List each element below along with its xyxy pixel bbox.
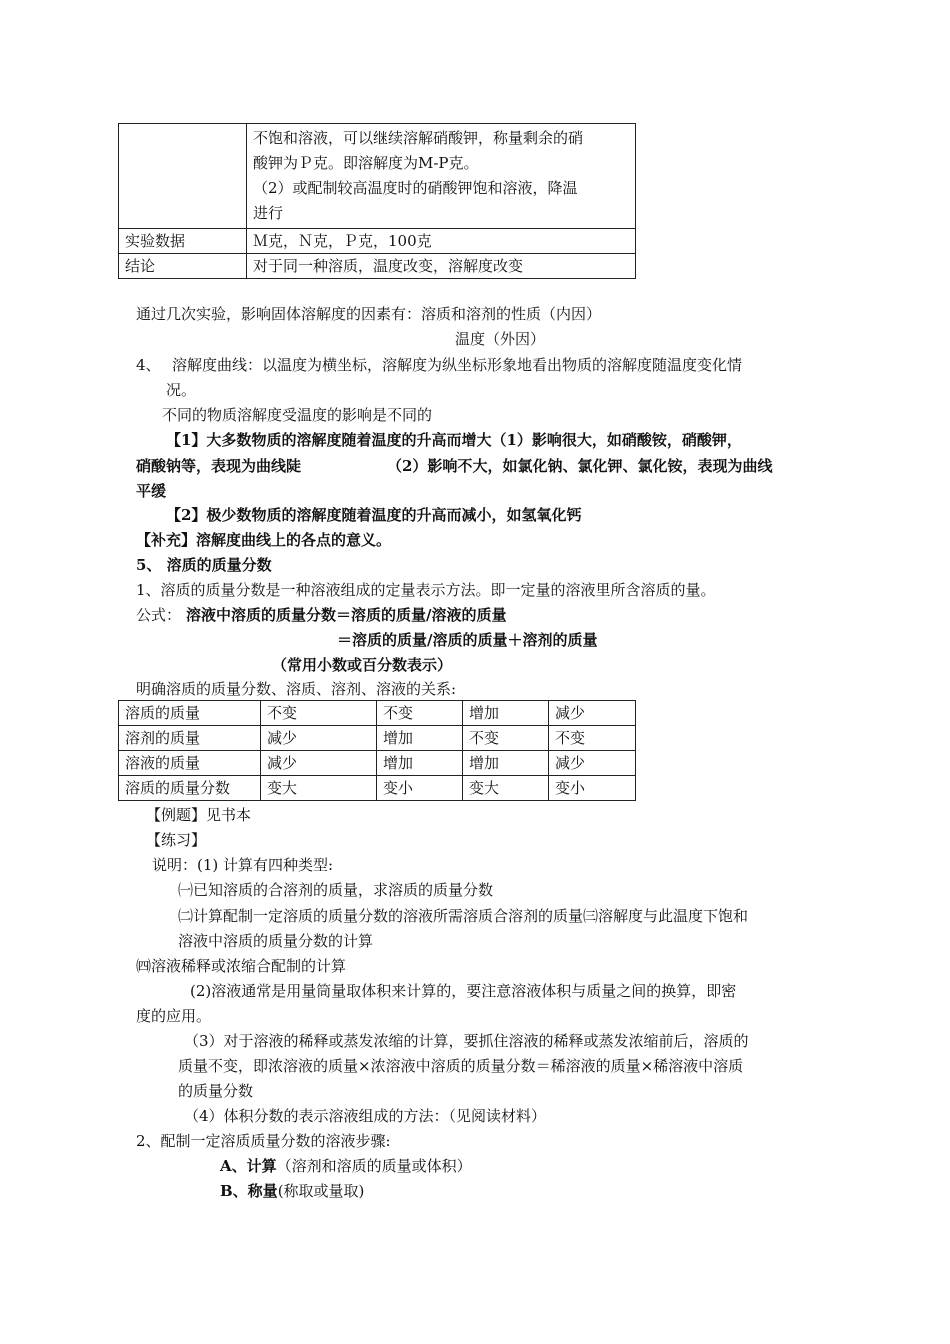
cell-line: 进行 <box>253 204 284 222</box>
table-cell: 增加 <box>463 701 549 726</box>
formula-line2: ＝溶质的质量/溶质的质量＋溶剂的质量 <box>337 631 598 649</box>
table-cell: 溶液的质量 <box>119 751 261 776</box>
table-cell: 减少 <box>549 751 636 776</box>
note-3-line1: （3）对于溶液的稀释或蒸发浓缩的计算，要抓住溶液的稀释或蒸发浓缩前后，溶质的 <box>184 1032 749 1050</box>
section-4-line2: 况。 <box>166 381 197 399</box>
table-cell: 变小 <box>549 776 636 801</box>
example-note: 【例题】见书本 <box>146 806 252 824</box>
table-cell-value: 对于同一种溶质，温度改变，溶解度改变 <box>247 254 636 279</box>
table-cell: 不变 <box>377 701 463 726</box>
practice-note: 【练习】 <box>146 831 207 849</box>
type-1: ㈠已知溶质的合溶剂的质量，求溶质的质量分数 <box>178 881 494 899</box>
table-cell: 溶质的质量 <box>119 701 261 726</box>
bracket2-line: 【2】极少数物质的溶解度随着温度的升高而减小，如氢氧化钙 <box>166 506 582 524</box>
note-intro: 说明：(1) 计算有四种类型: <box>152 856 334 874</box>
table-cell: 不变 <box>463 726 549 751</box>
type-2-line2: 溶液中溶质的质量分数的计算 <box>178 932 374 950</box>
table-cell: 减少 <box>261 726 377 751</box>
table-cell: 减少 <box>261 751 377 776</box>
table-cell: 溶质的质量分数 <box>119 776 261 801</box>
supplement-note: 【补充】溶解度曲线上的各点的意义。 <box>136 531 392 549</box>
table-row <box>119 751 636 776</box>
table-cell: 不变 <box>549 726 636 751</box>
section-4-line1: 溶解度曲线：以温度为横坐标，溶解度为纵坐标形象地看出物质的溶解度随温度变化情 <box>172 356 743 374</box>
table-cell-label <box>119 124 247 229</box>
note-3-line2: 质量不变，即浓溶液的质量×浓溶液中溶质的质量分数＝稀溶液的质量×稀溶液中溶质 <box>178 1057 744 1075</box>
table-row <box>119 254 636 279</box>
table-row <box>119 776 636 801</box>
bracket1-line3: 平缓 <box>136 482 167 500</box>
section-4-number: 4、 <box>136 356 161 374</box>
table-cell: 增加 <box>377 751 463 776</box>
table-row <box>119 726 636 751</box>
table-cell: 变小 <box>377 776 463 801</box>
table-cell-label: 实验数据 <box>119 229 247 254</box>
table-cell-label: 结论 <box>119 254 247 279</box>
step-b-label: B、称量 <box>220 1182 278 1200</box>
solubility-difference: 不同的物质溶解度受温度的影响是不同的 <box>162 406 433 424</box>
cell-line: 酸钾为Ｐ克。即溶解度为M-P克。 <box>253 154 479 172</box>
cell-line: 不饱和溶液，可以继续溶解硝酸钾，称量剩余的硝 <box>253 129 584 147</box>
note-2-line1: (2)溶液通常是用量筒量取体积来计算的，要注意溶液体积与质量之间的换算，即密 <box>190 982 737 1000</box>
relation-table <box>118 700 636 801</box>
factors-paragraph: 通过几次实验，影响固体溶解度的因素有：溶质和溶剂的性质（内因） <box>136 305 602 323</box>
step-a <box>220 1156 472 1176</box>
steps-intro: 2、配制一定溶质质量分数的溶液步骤: <box>136 1132 391 1150</box>
step-b-detail: (称取或量取) <box>277 1182 365 1200</box>
note-4: （4）体积分数的表示溶液组成的方法：（见阅读材料） <box>184 1107 547 1125</box>
note-2-line2: 度的应用。 <box>136 1007 212 1025</box>
step-a-label: A、计算 <box>220 1157 277 1175</box>
table-cell: 减少 <box>549 701 636 726</box>
type-2-line1: ㈡计算配制一定溶质的质量分数的溶液所需溶质合溶剂的质量㈢溶解度与此温度下饱和 <box>178 907 749 925</box>
section-5-heading: 5、 溶质的质量分数 <box>136 556 272 574</box>
table-row <box>119 701 636 726</box>
table-cell: 变大 <box>261 776 377 801</box>
formula-note: （常用小数或百分数表示） <box>272 656 453 674</box>
table-cell: 溶剂的质量 <box>119 726 261 751</box>
table-cell-value: Ｍ克，Ｎ克，Ｐ克，100克 <box>247 229 636 254</box>
table-cell: 变大 <box>463 776 549 801</box>
formula-prefix: 公式： <box>136 606 182 624</box>
table-cell-method <box>247 124 636 229</box>
relation-intro: 明确溶质的质量分数、溶质、溶剂、溶液的关系: <box>136 680 457 698</box>
bracket1-line2b: （2）影响不大，如氯化钠、氯化钾、氯化铵，表现为曲线 <box>387 457 773 475</box>
bracket1-line2a: 硝酸钠等，表现为曲线陡 <box>136 457 302 475</box>
type-4: ㈣溶液稀释或浓缩合配制的计算 <box>136 957 347 975</box>
bracket1-line1: 【1】大多数物质的溶解度随着温度的升高而增大（1）影响很大，如硝酸铵，硝酸钾， <box>166 431 742 449</box>
cell-line: （2）或配制较高温度时的硝酸钾饱和溶液，降温 <box>253 179 578 197</box>
formula-line1: 溶液中溶质的质量分数＝溶质的质量/溶液的质量 <box>186 606 507 624</box>
table-cell: 增加 <box>463 751 549 776</box>
step-a-detail: （溶剂和溶质的质量或体积） <box>276 1157 472 1175</box>
definition-paragraph: 1、溶质的质量分数是一种溶液组成的定量表示方法。即一定量的溶液里所含溶质的量。 <box>136 581 716 599</box>
table-row <box>119 229 636 254</box>
step-b <box>220 1181 364 1201</box>
table-cell: 不变 <box>261 701 377 726</box>
experiment-table <box>118 123 636 279</box>
table-cell: 增加 <box>377 726 463 751</box>
note-3-line3: 的质量分数 <box>178 1082 254 1100</box>
table-row <box>119 124 636 229</box>
factors-temperature: 温度（外因） <box>455 330 546 348</box>
